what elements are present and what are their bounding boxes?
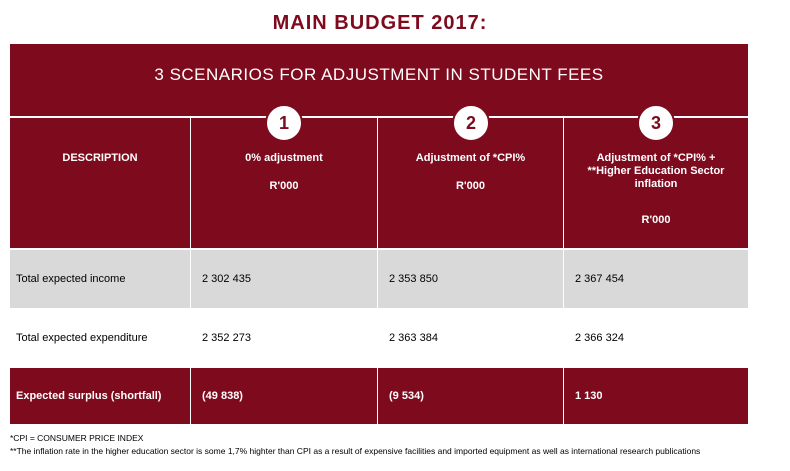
row-label: Total expected income	[16, 273, 126, 285]
column-divider	[563, 250, 564, 308]
table-banner	[10, 44, 748, 118]
header-scenario-2	[378, 113, 563, 248]
cell-value: 1 130	[575, 390, 603, 402]
cell-value: 2 353 850	[389, 273, 438, 285]
row-label: Expected surplus (shortfall)	[16, 390, 162, 402]
page-title: MAIN BUDGET 2017:	[272, 12, 488, 34]
column-divider	[190, 368, 191, 424]
budget-table	[10, 44, 748, 424]
cell-value: 2 352 273	[202, 332, 251, 344]
scenario-1-unit: R'000	[269, 180, 299, 192]
header-scenario-3	[564, 113, 748, 248]
table-row-total	[10, 368, 748, 424]
footnote-cpi: *CPI = CONSUMER PRICE INDEX	[10, 433, 144, 443]
scenario-1-label: 0% adjustment	[245, 152, 323, 164]
header-description-label: DESCRIPTION	[62, 152, 138, 164]
cell-value: 2 302 435	[202, 273, 251, 285]
scenario-1-badge: 1	[265, 104, 303, 142]
scenario-2-unit: R'000	[456, 180, 485, 192]
cell-value: 2 363 384	[389, 332, 438, 344]
cell-value: (9 534)	[389, 390, 424, 402]
scenario-3-badge: 3	[637, 104, 675, 142]
column-divider	[377, 368, 378, 424]
scenario-2-badge: 2	[452, 104, 490, 142]
column-divider	[563, 368, 564, 424]
table-row	[10, 310, 748, 366]
row-label: Total expected expenditure	[16, 332, 148, 344]
banner-title: 3 SCENARIOS FOR ADJUSTMENT IN STUDENT FEES	[154, 65, 604, 84]
column-divider	[190, 250, 191, 308]
header-description-cell	[10, 118, 190, 248]
table-row	[10, 250, 748, 308]
header-scenario-1	[191, 113, 377, 248]
scenario-3-unit: R'000	[641, 214, 671, 226]
scenario-2-label: Adjustment of *CPI%	[415, 152, 526, 164]
cell-value: 2 366 324	[575, 332, 624, 344]
scenario-3-label: Adjustment of *CPI% + **Higher Education Sector inflation	[587, 152, 725, 190]
table-header-row	[10, 113, 748, 248]
column-divider	[377, 250, 378, 308]
cell-value: (49 838)	[202, 390, 243, 402]
cell-value: 2 367 454	[575, 273, 624, 285]
footnote-inflation: **The inflation rate in the higher education sector is some 1,7% highter than CPI as a result of expensive facilities and imported equipment as well as international research publications	[10, 446, 701, 456]
